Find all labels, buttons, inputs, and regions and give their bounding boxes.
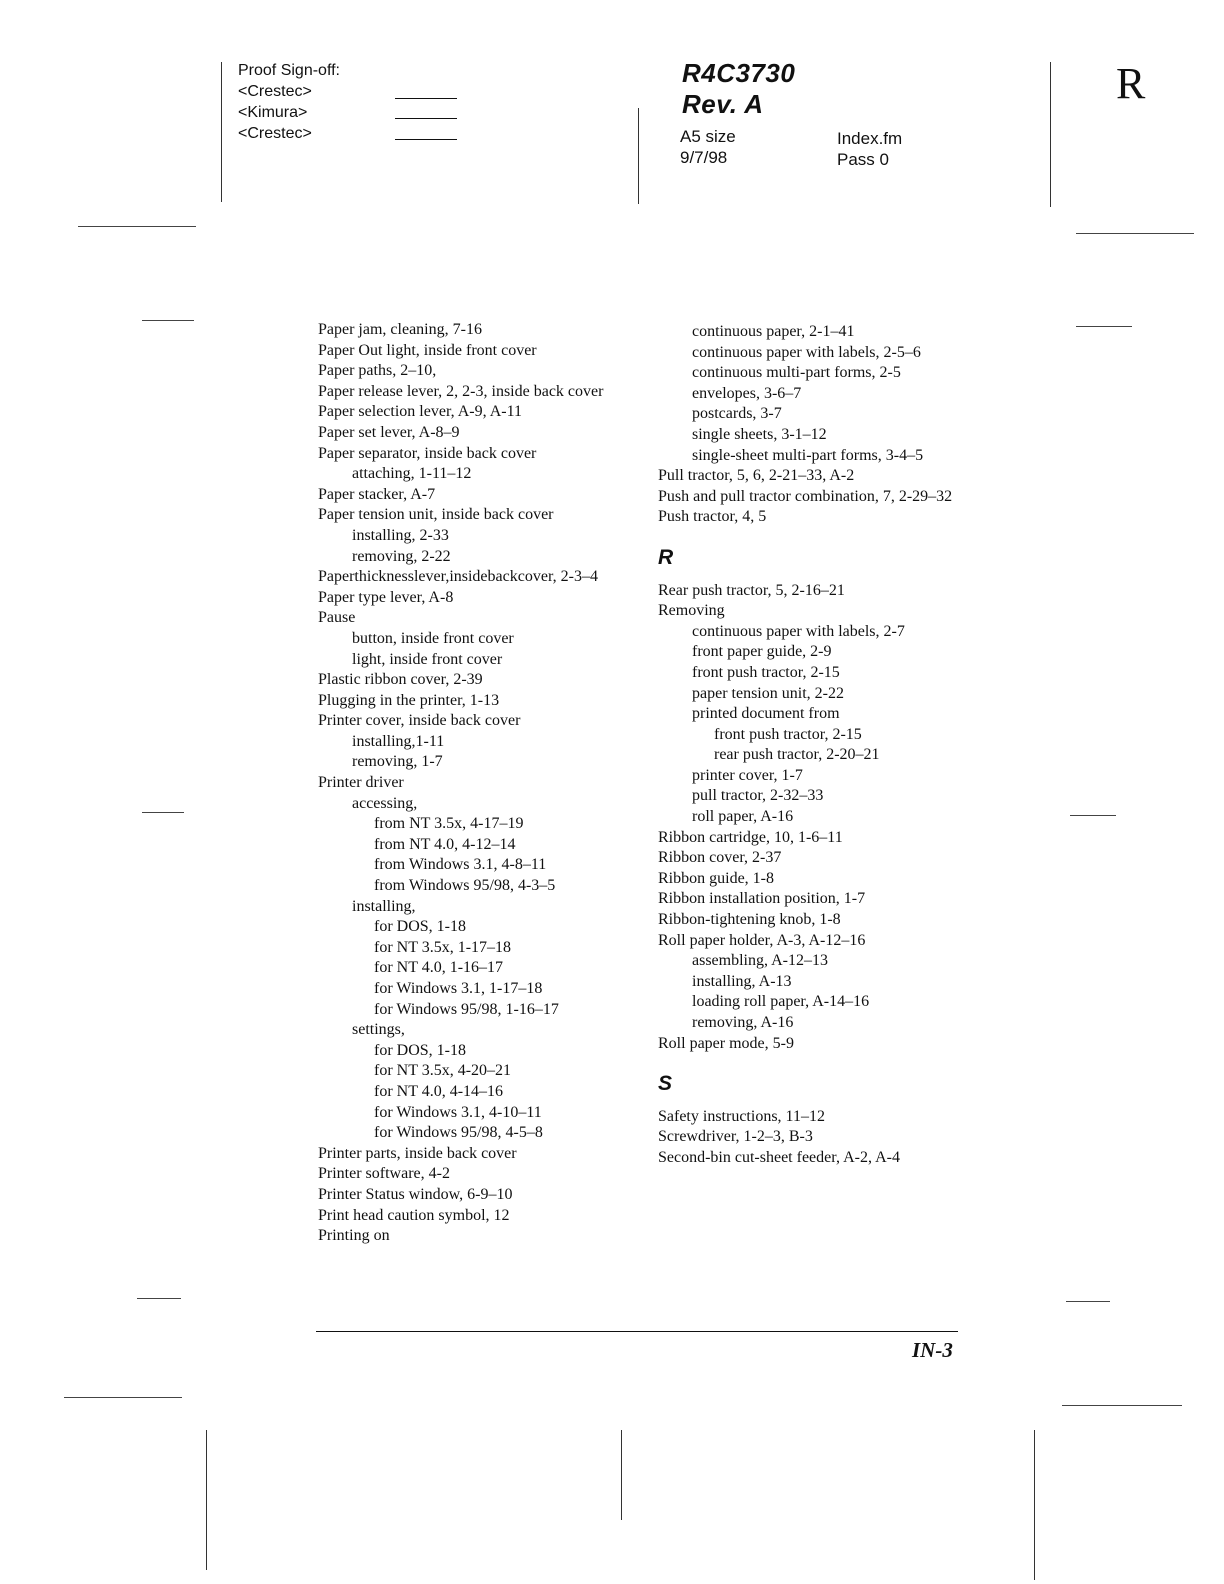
index-subentry: for Windows 3.1, 1-17–18 — [374, 980, 543, 997]
index-entry: Ribbon installation position, 1-7 — [658, 890, 866, 908]
index-entry: Pull tractor, 5, 6, 2-21–33, A-2 — [658, 467, 855, 485]
index-subentry: from Windows 3.1, 4-8–11 — [374, 856, 547, 874]
index-section-s — [658, 1107, 976, 1169]
crop-mark — [621, 1430, 622, 1520]
index-subentry: paper tension unit, 2-22 — [692, 684, 844, 702]
crop-mark — [206, 1430, 207, 1570]
index-entry: Paper stacker, A-7 — [318, 485, 436, 503]
index-entry: Printer Status window, 6-9–10 — [318, 1185, 513, 1203]
index-subentry: accessing, — [352, 794, 418, 812]
index-subentry: installing,1-11 — [352, 732, 445, 750]
index-entry: Paper tension unit, inside back cover — [318, 506, 554, 524]
index-entry: Paper selection lever, A-9, A-11 — [318, 403, 523, 421]
index-subentry: rear push tractor, 2-20–21 — [714, 746, 880, 764]
index-subentry: front push tractor, 2-15 — [714, 725, 862, 743]
index-subentry: pull tractor, 2-32–33 — [692, 787, 824, 805]
index-entry: Ribbon-tightening knob, 1-8 — [658, 911, 841, 929]
index-entry: Ribbon cover, 2-37 — [658, 849, 782, 867]
doc-meta-left — [680, 126, 736, 168]
crop-mark — [1066, 1301, 1110, 1302]
crop-mark — [142, 812, 184, 813]
document-code-block — [682, 58, 795, 120]
index-entry: Printer parts, inside back cover — [318, 1144, 517, 1162]
section-heading-s: S — [658, 1072, 673, 1096]
pass-number: Pass 0 — [837, 150, 889, 169]
signoff-row: <Kimura> — [238, 104, 308, 121]
index-entry: Paper Out light, inside front cover — [318, 341, 537, 359]
index-entry: Paper separator, inside back cover — [318, 444, 537, 462]
section-heading-r: R — [658, 545, 674, 569]
index-section-r — [658, 581, 976, 1055]
index-continuation — [658, 322, 976, 528]
index-entry: Second-bin cut-sheet feeder, A-2, A-4 — [658, 1148, 900, 1166]
index-entry: Ribbon cartridge, 10, 1-6–11 — [658, 828, 843, 846]
index-entry: Roll paper holder, A-3, A-12–16 — [658, 931, 866, 949]
signoff-row: <Crestec> — [238, 125, 312, 142]
signature-line — [395, 118, 457, 119]
index-subentry: attaching, 1-11–12 — [352, 465, 472, 483]
index-entry: Roll paper mode, 5-9 — [658, 1034, 794, 1052]
index-subentry: roll paper, A-16 — [692, 808, 794, 826]
index-subentry: continuous multi-part forms, 2-5 — [692, 364, 901, 382]
index-subentry: from NT 3.5x, 4-17–19 — [374, 815, 524, 833]
doc-date: 9/7/98 — [680, 148, 728, 167]
index-entry: Plastic ribbon cover, 2-39 — [318, 671, 483, 689]
crop-mark — [1034, 1430, 1035, 1580]
index-subentry: from NT 4.0, 4-12–14 — [374, 835, 516, 853]
index-entry: Print head caution symbol, 12 — [318, 1206, 510, 1224]
index-subentry: removing, 2-22 — [352, 547, 451, 565]
index-subentry: loading roll paper, A-14–16 — [692, 993, 870, 1011]
index-entry: Removing — [658, 602, 725, 620]
index-subentry: continuous paper with labels, 2-5–6 — [692, 343, 921, 361]
crop-mark — [64, 1397, 182, 1398]
proof-signoff — [238, 60, 340, 144]
index-subentry: for Windows 95/98, 1-16–17 — [374, 1000, 559, 1018]
index-subentry: assembling, A-12–13 — [692, 952, 828, 970]
signature-line — [395, 139, 457, 140]
index-entry: Safety instructions, 11–12 — [658, 1107, 825, 1125]
crop-mark — [1076, 326, 1132, 327]
index-entry: Printing on — [318, 1227, 390, 1245]
page-size: A5 size — [680, 127, 736, 146]
index-entry: Push tractor, 4, 5 — [658, 508, 767, 526]
signature-line — [395, 98, 457, 99]
crop-mark — [1076, 233, 1194, 234]
index-subentry: installing, A-13 — [692, 972, 792, 990]
index-subentry: postcards, 3-7 — [692, 405, 782, 423]
footer-rule — [316, 1331, 958, 1332]
index-entry: Screwdriver, 1-2–3, B-3 — [658, 1128, 813, 1146]
index-subentry: installing, 2-33 — [352, 526, 449, 544]
section-letter: R — [1116, 59, 1146, 108]
index-subentry: for NT 4.0, 4-14–16 — [374, 1082, 504, 1100]
signoff-row: <Crestec> — [238, 83, 312, 100]
index-entry: Rear push tractor, 5, 2-16–21 — [658, 581, 845, 599]
index-subentry: front paper guide, 2-9 — [692, 643, 832, 661]
crop-mark — [1050, 62, 1051, 207]
index-subentry: settings, — [352, 1021, 405, 1039]
document-code: R4C3730 — [682, 58, 796, 88]
crop-mark — [638, 108, 639, 204]
index-subentry: removing, A-16 — [692, 1014, 794, 1031]
index-entry: Paper set lever, A-8–9 — [318, 423, 460, 441]
index-subentry: printer cover, 1-7 — [692, 766, 803, 784]
index-entry: Paperthicknesslever,insidebackcover, 2-3–4 — [318, 568, 598, 586]
index-subentry: continuous paper with labels, 2-7 — [692, 622, 905, 640]
file-name: Index.fm — [837, 129, 903, 148]
index-subentry: front push tractor, 2-15 — [692, 663, 840, 681]
index-subentry: for NT 3.5x, 4-20–21 — [374, 1062, 512, 1080]
index-entry: Push and pull tractor combination, 7, 2-29–32 — [658, 487, 953, 505]
crop-mark — [1070, 815, 1116, 816]
index-entry: Paper jam, cleaning, 7-16 — [318, 321, 482, 338]
index-subentry: installing, — [352, 897, 416, 915]
index-subentry: button, inside front cover — [352, 629, 514, 647]
index-subentry: single sheets, 3-1–12 — [692, 425, 827, 443]
index-entry: Pause — [318, 609, 356, 627]
index-subentry: from Windows 95/98, 4-3–5 — [374, 877, 556, 895]
index-entry: Plugging in the printer, 1-13 — [318, 691, 500, 709]
index-entry: Printer software, 4-2 — [318, 1165, 450, 1183]
index-subentry: for Windows 95/98, 4-5–8 — [374, 1124, 543, 1142]
index-subentry: for DOS, 1-18 — [374, 1041, 466, 1059]
doc-meta-right — [837, 128, 902, 170]
index-entry: Ribbon guide, 1-8 — [658, 869, 774, 887]
crop-mark — [1062, 1405, 1182, 1406]
index-subentry: for NT 4.0, 1-16–17 — [374, 959, 504, 977]
page-number: IN-3 — [912, 1338, 953, 1362]
crop-mark — [221, 62, 222, 202]
index-subentry: for DOS, 1-18 — [374, 918, 466, 936]
crop-mark — [78, 226, 196, 227]
crop-mark — [137, 1298, 181, 1299]
index-column-right — [658, 322, 976, 1169]
index-subentry: for Windows 3.1, 4-10–11 — [374, 1103, 542, 1121]
signoff-title: Proof Sign-off: — [238, 62, 340, 79]
revision: Rev. A — [682, 89, 764, 119]
index-entry: Paper release lever, 2, 2-3, inside back cover — [318, 382, 604, 400]
index-subentry: envelopes, 3-6–7 — [692, 384, 802, 402]
index-subentry: for NT 3.5x, 1-17–18 — [374, 938, 512, 956]
index-subentry: continuous paper, 2-1–41 — [692, 323, 855, 340]
index-entry: Paper type lever, A-8 — [318, 588, 454, 606]
index-entry: Printer driver — [318, 774, 404, 792]
index-subentry: printed document from — [692, 705, 840, 723]
index-subentry: light, inside front cover — [352, 650, 503, 668]
index-entry: Paper paths, 2–10, — [318, 362, 437, 380]
crop-mark — [142, 320, 194, 321]
index-entry: Printer cover, inside back cover — [318, 712, 521, 730]
index-subentry: removing, 1-7 — [352, 753, 443, 771]
index-subentry: single-sheet multi-part forms, 3-4–5 — [692, 446, 924, 464]
index-column-left — [318, 320, 636, 1247]
